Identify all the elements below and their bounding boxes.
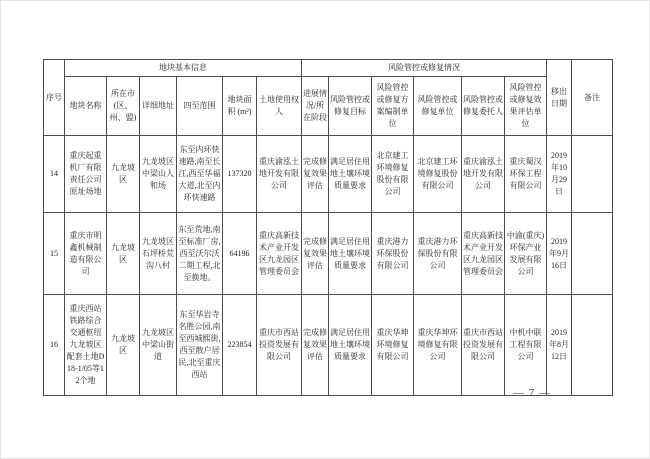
header-row-columns xyxy=(44,77,613,136)
cell-assessment-unit: 中渝(重庆)环保产业发展有限公司 xyxy=(505,213,547,295)
cell-progress: 完成修复效果评估 xyxy=(302,295,329,396)
col-header-land-user: 土地使用权人 xyxy=(257,77,302,136)
cell-client: 重庆高新技术产业开发区九龙园区管理委员会 xyxy=(462,213,505,295)
cell-address: 九龙坡区石坪桥荒沟八村 xyxy=(140,213,177,295)
table-row-16 xyxy=(44,295,613,396)
col-header-parcel-name: 地块名称 xyxy=(65,77,107,136)
cell-remark xyxy=(572,213,613,295)
col-header-remediation-unit: 风险管控或修复单位 xyxy=(414,77,462,136)
group-header-risk-control: 风险管控或修复情况 xyxy=(302,60,547,77)
cell-boundaries: 东至荒地,南至标准厂房,西至沃尔沃二期工程,北至换地。 xyxy=(177,213,223,295)
cell-parcel-name: 重庆西站铁路综合交通枢纽九龙坡区配套土地D18-1/05等12个地 xyxy=(65,295,107,396)
cell-client: 重庆市西站投资发展有限公司 xyxy=(462,295,505,396)
col-header-assessment-unit: 风险管控或修复效果评估单位 xyxy=(505,77,547,136)
cell-removal-date: 2019年8月12日 xyxy=(547,295,572,396)
cell-parcel-name: 重庆起重机厂有限责任公司原址场地 xyxy=(65,136,107,213)
cell-assessment-unit: 重庆蜀汉环保工程有限公司 xyxy=(505,136,547,213)
cell-progress: 完成修复效果评估 xyxy=(302,136,329,213)
cell-removal-date: 2019年10月29日 xyxy=(547,136,572,213)
page-number: — 7 — xyxy=(513,387,551,399)
cell-client: 重庆渝泓土地开发有限公司 xyxy=(462,136,505,213)
col-header-area: 地块面积 (m²) xyxy=(223,77,257,136)
col-header-remark: 备注 xyxy=(572,60,613,136)
cell-city: 九龙坡区 xyxy=(107,295,140,396)
cell-remediation-unit: 重庆华坤环境修复有限公司 xyxy=(414,295,462,396)
col-header-progress-stage: 进展情况/所在阶段 xyxy=(302,77,329,136)
cell-remark xyxy=(572,136,613,213)
cell-removal-date: 2019年9月16日 xyxy=(547,213,572,295)
cell-area: 223854 xyxy=(223,295,257,396)
cell-progress: 完成修复效果评估 xyxy=(302,213,329,295)
cell-boundaries: 东至内环快速路,南至长江,西至华福大道,北至内环快速路 xyxy=(177,136,223,213)
group-header-basic-info: 地块基本信息 xyxy=(65,60,302,77)
cell-plan-unit: 重庆华坤环境修复有限公司 xyxy=(372,295,414,396)
cell-serial: 16 xyxy=(44,295,65,396)
cell-parcel-name: 重庆市明鑫机械制造有限公司 xyxy=(65,213,107,295)
cell-target: 满足居住用地土壤环境质量要求 xyxy=(329,136,372,213)
col-header-city: 所在市 (区、州、盟) xyxy=(107,77,140,136)
col-header-removal-date: 移出日期 xyxy=(547,60,572,136)
cell-serial: 14 xyxy=(44,136,65,213)
cell-boundaries: 东至华岩寺名胜公园,南至西城熙街,西至散户居民,北至重庆西站 xyxy=(177,295,223,396)
col-header-boundaries: 四至范围 xyxy=(177,77,223,136)
cell-area: 64196 xyxy=(223,213,257,295)
header-row-groups xyxy=(44,60,613,77)
cell-plan-unit: 重庆港力环保股份有限公司 xyxy=(372,213,414,295)
col-header-client: 风险管控或修复委托人 xyxy=(462,77,505,136)
cell-target: 满足居住用地土壤环境质量要求 xyxy=(329,295,372,396)
cell-target: 满足居住用地土壤环境质量要求 xyxy=(329,213,372,295)
cell-land-user: 重庆高新技术产业开发区九龙园区管理委员会 xyxy=(257,213,302,295)
col-header-plan-unit: 风险管控或修复方案编制单位 xyxy=(372,77,414,136)
col-header-target: 风险管控或修复目标 xyxy=(329,77,372,136)
cell-remediation-unit: 北京建工环境修复股份有限公司 xyxy=(414,136,462,213)
cell-address: 九龙坡区中梁山街道 xyxy=(140,295,177,396)
cell-serial: 15 xyxy=(44,213,65,295)
table-row-15 xyxy=(44,213,613,295)
cell-city: 九龙坡区 xyxy=(107,136,140,213)
col-header-address: 详细地址 xyxy=(140,77,177,136)
cell-plan-unit: 北京建工环境修复股份有限公司 xyxy=(372,136,414,213)
table-row-14 xyxy=(44,136,613,213)
cell-remark xyxy=(572,295,613,396)
cell-assessment-unit: 中机中联工程有限公司 xyxy=(505,295,547,396)
cell-land-user: 重庆渝泓土地开发有限公司 xyxy=(257,136,302,213)
cell-remediation-unit: 重庆港力环保股份有限公司 xyxy=(414,213,462,295)
land-parcel-table xyxy=(43,59,613,396)
cell-area: 137320 xyxy=(223,136,257,213)
cell-land-user: 重庆市西站投资发展有限公司 xyxy=(257,295,302,396)
cell-city: 九龙坡区 xyxy=(107,213,140,295)
col-header-serial: 序号 xyxy=(44,60,65,136)
cell-address: 九龙坡区中梁山人和场 xyxy=(140,136,177,213)
